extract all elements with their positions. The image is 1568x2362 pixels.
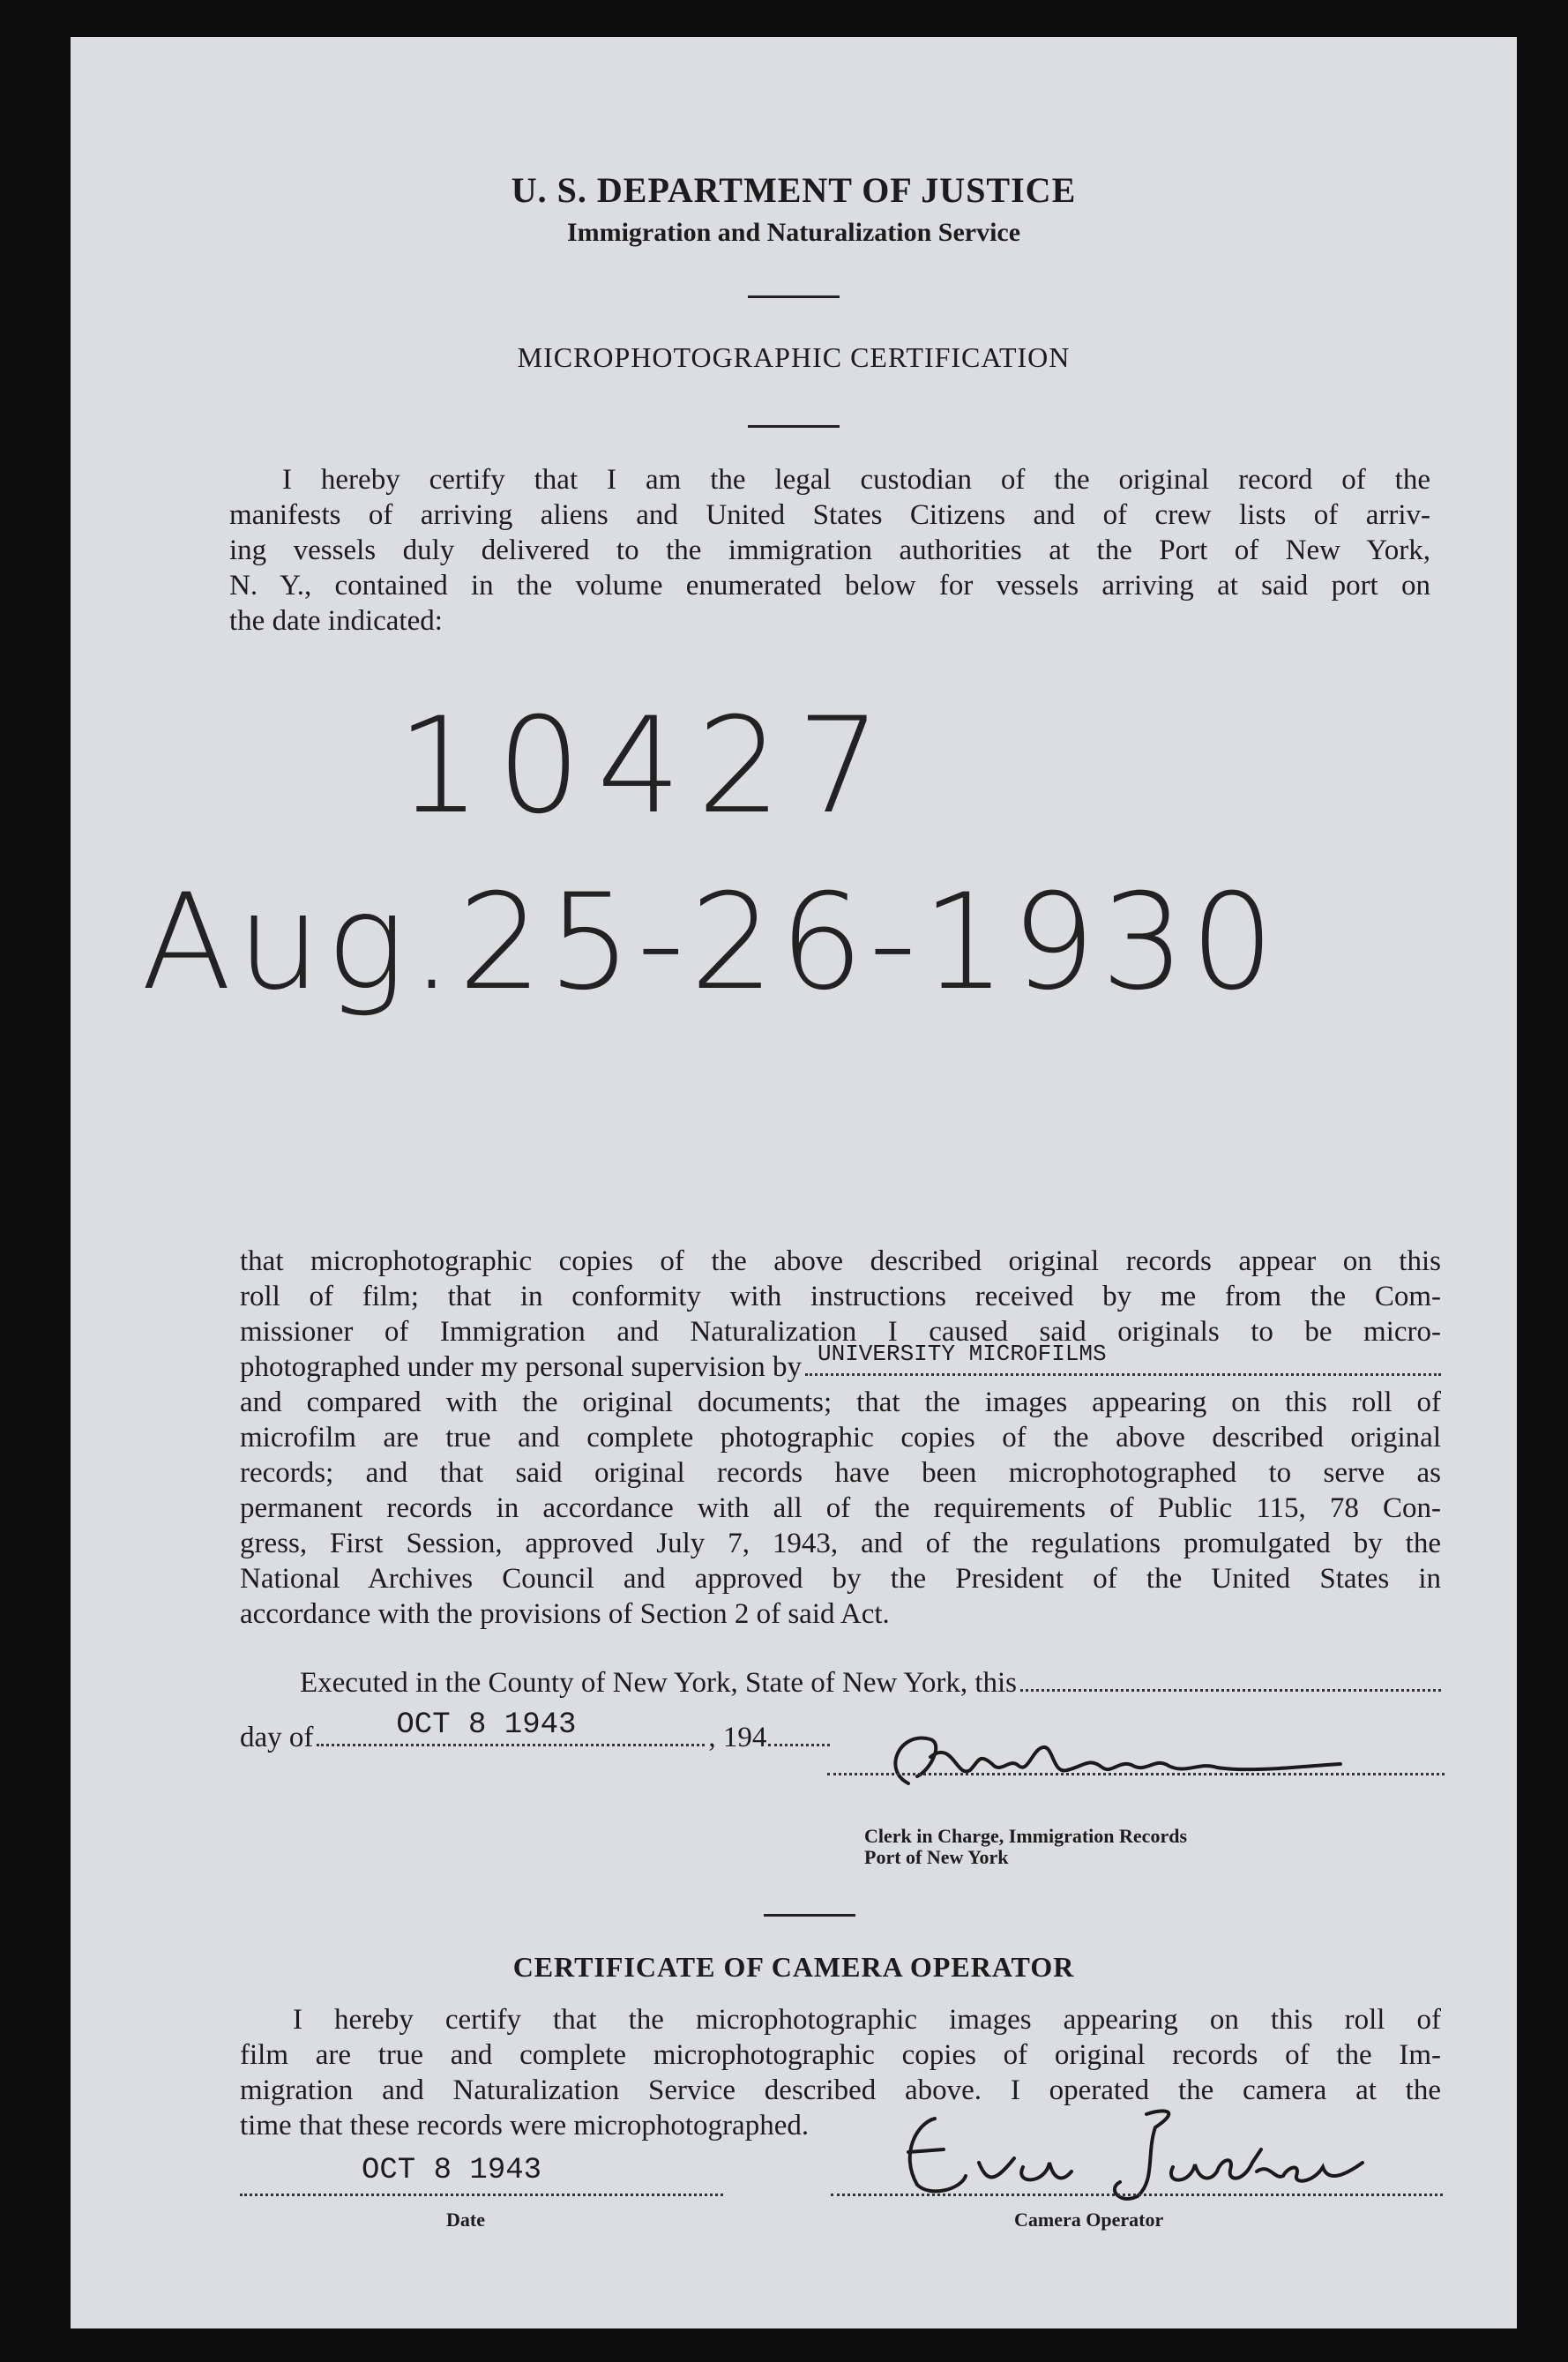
certification-paragraph bbox=[240, 1244, 1441, 1632]
execution-date-field bbox=[317, 1708, 705, 1746]
operator-signature bbox=[882, 2101, 1376, 2207]
clerk-signature bbox=[847, 1722, 1376, 1801]
year-prefix: , 194 bbox=[708, 1722, 767, 1753]
paragraph-line: I hereby certify that I am the legal custodian of the original record of the bbox=[282, 464, 1430, 496]
clerk-title bbox=[864, 1826, 1187, 1868]
date-line bbox=[240, 2194, 723, 2196]
paragraph-line: accordance with the provisions of Section 2 of said Act. bbox=[240, 1598, 890, 1630]
year-field bbox=[768, 1744, 830, 1746]
service-subheading: Immigration and Naturalization Service bbox=[566, 218, 1021, 247]
paragraph-line: film are true and complete microphotographic copies of original records of the Im- bbox=[240, 2039, 1441, 2071]
handwritten-arrival-dates: Aug.25-26-1930 bbox=[141, 866, 1281, 1020]
certification-title: MICROPHOTOGRAPHIC CERTIFICATION bbox=[517, 341, 1071, 373]
document-sheet bbox=[71, 37, 1517, 2328]
paragraph-line: National Archives Council and approved by the President of the United States in bbox=[240, 1563, 1441, 1595]
supervision-label: photographed under my personal supervision by bbox=[240, 1351, 802, 1383]
custodian-paragraph bbox=[229, 462, 1430, 639]
typed-firm-name: UNIVERSITY MICROFILMS bbox=[817, 1341, 1107, 1367]
paragraph-line: the date indicated: bbox=[229, 605, 443, 637]
clerk-title-line: Clerk in Charge, Immigration Records bbox=[864, 1825, 1188, 1847]
agency-heading: U. S. DEPARTMENT OF JUSTICE bbox=[511, 170, 1077, 210]
paragraph-line: I hereby certify that the microphotographic images appearing on this roll of bbox=[293, 2004, 1441, 2036]
day-of-label: day of bbox=[240, 1722, 314, 1753]
paragraph-line: roll of film; that in conformity with instructions received by me from the Com- bbox=[240, 1281, 1441, 1312]
paragraph-line: ing vessels duly delivered to the immigration authorities at the Port of New York, bbox=[229, 534, 1430, 566]
execution-date-line bbox=[240, 1708, 830, 1754]
date-caption: Date bbox=[446, 2209, 485, 2231]
paragraph-line: gress, First Session, approved July 7, 1943, and of the regulations promulgated by the bbox=[240, 1528, 1441, 1559]
paragraph-line: that microphotographic copies of the above described original records appear on this bbox=[240, 1245, 1441, 1277]
divider-rule bbox=[748, 425, 840, 428]
paragraph-line: and compared with the original documents; that the images appearing on this roll of bbox=[240, 1387, 1441, 1418]
paragraph-line: time that these records were microphotographed. bbox=[240, 2110, 810, 2141]
paragraph-line: manifests of arriving aliens and United States Citizens and of crew lists of arriv- bbox=[229, 499, 1430, 531]
clerk-title-line: Port of New York bbox=[864, 1846, 1009, 1868]
camera-operator-signature-line bbox=[831, 2194, 1443, 2196]
handwritten-volume-number: 10427 bbox=[397, 690, 898, 843]
divider-rule bbox=[748, 295, 840, 298]
paragraph-line: microfilm are true and complete photographic copies of the above described original bbox=[240, 1422, 1441, 1454]
supervision-fill-line bbox=[805, 1341, 1441, 1376]
stamped-execution-date: OCT 8 1943 bbox=[396, 1708, 577, 1742]
divider-rule bbox=[764, 1914, 855, 1917]
paragraph-line: migration and Naturalization Service described above. I operated the camera at the bbox=[240, 2074, 1441, 2106]
stamped-operator-date: OCT 8 1943 bbox=[362, 2154, 542, 2187]
executed-fill-line bbox=[1020, 1689, 1441, 1692]
paragraph-line: missioner of Immigration and Naturalization I caused said originals to be micro- bbox=[240, 1316, 1441, 1348]
camera-certificate-title: CERTIFICATE OF CAMERA OPERATOR bbox=[512, 1951, 1075, 1983]
clerk-signature-line bbox=[827, 1773, 1445, 1775]
executed-text: Executed in the County of New York, State of New York, this bbox=[300, 1667, 1018, 1699]
camera-operator-caption: Camera Operator bbox=[1014, 2209, 1164, 2231]
paragraph-line: records; and that said original records have been microphotographed to serve as bbox=[240, 1457, 1441, 1489]
executed-line bbox=[300, 1667, 1441, 1700]
supervision-line bbox=[240, 1341, 1441, 1385]
paragraph-line: N. Y., contained in the volume enumerated below for vessels arriving at said port on bbox=[229, 570, 1430, 602]
paragraph-line: permanent records in accordance with all of the requirements of Public 115, 78 Con- bbox=[240, 1492, 1441, 1524]
